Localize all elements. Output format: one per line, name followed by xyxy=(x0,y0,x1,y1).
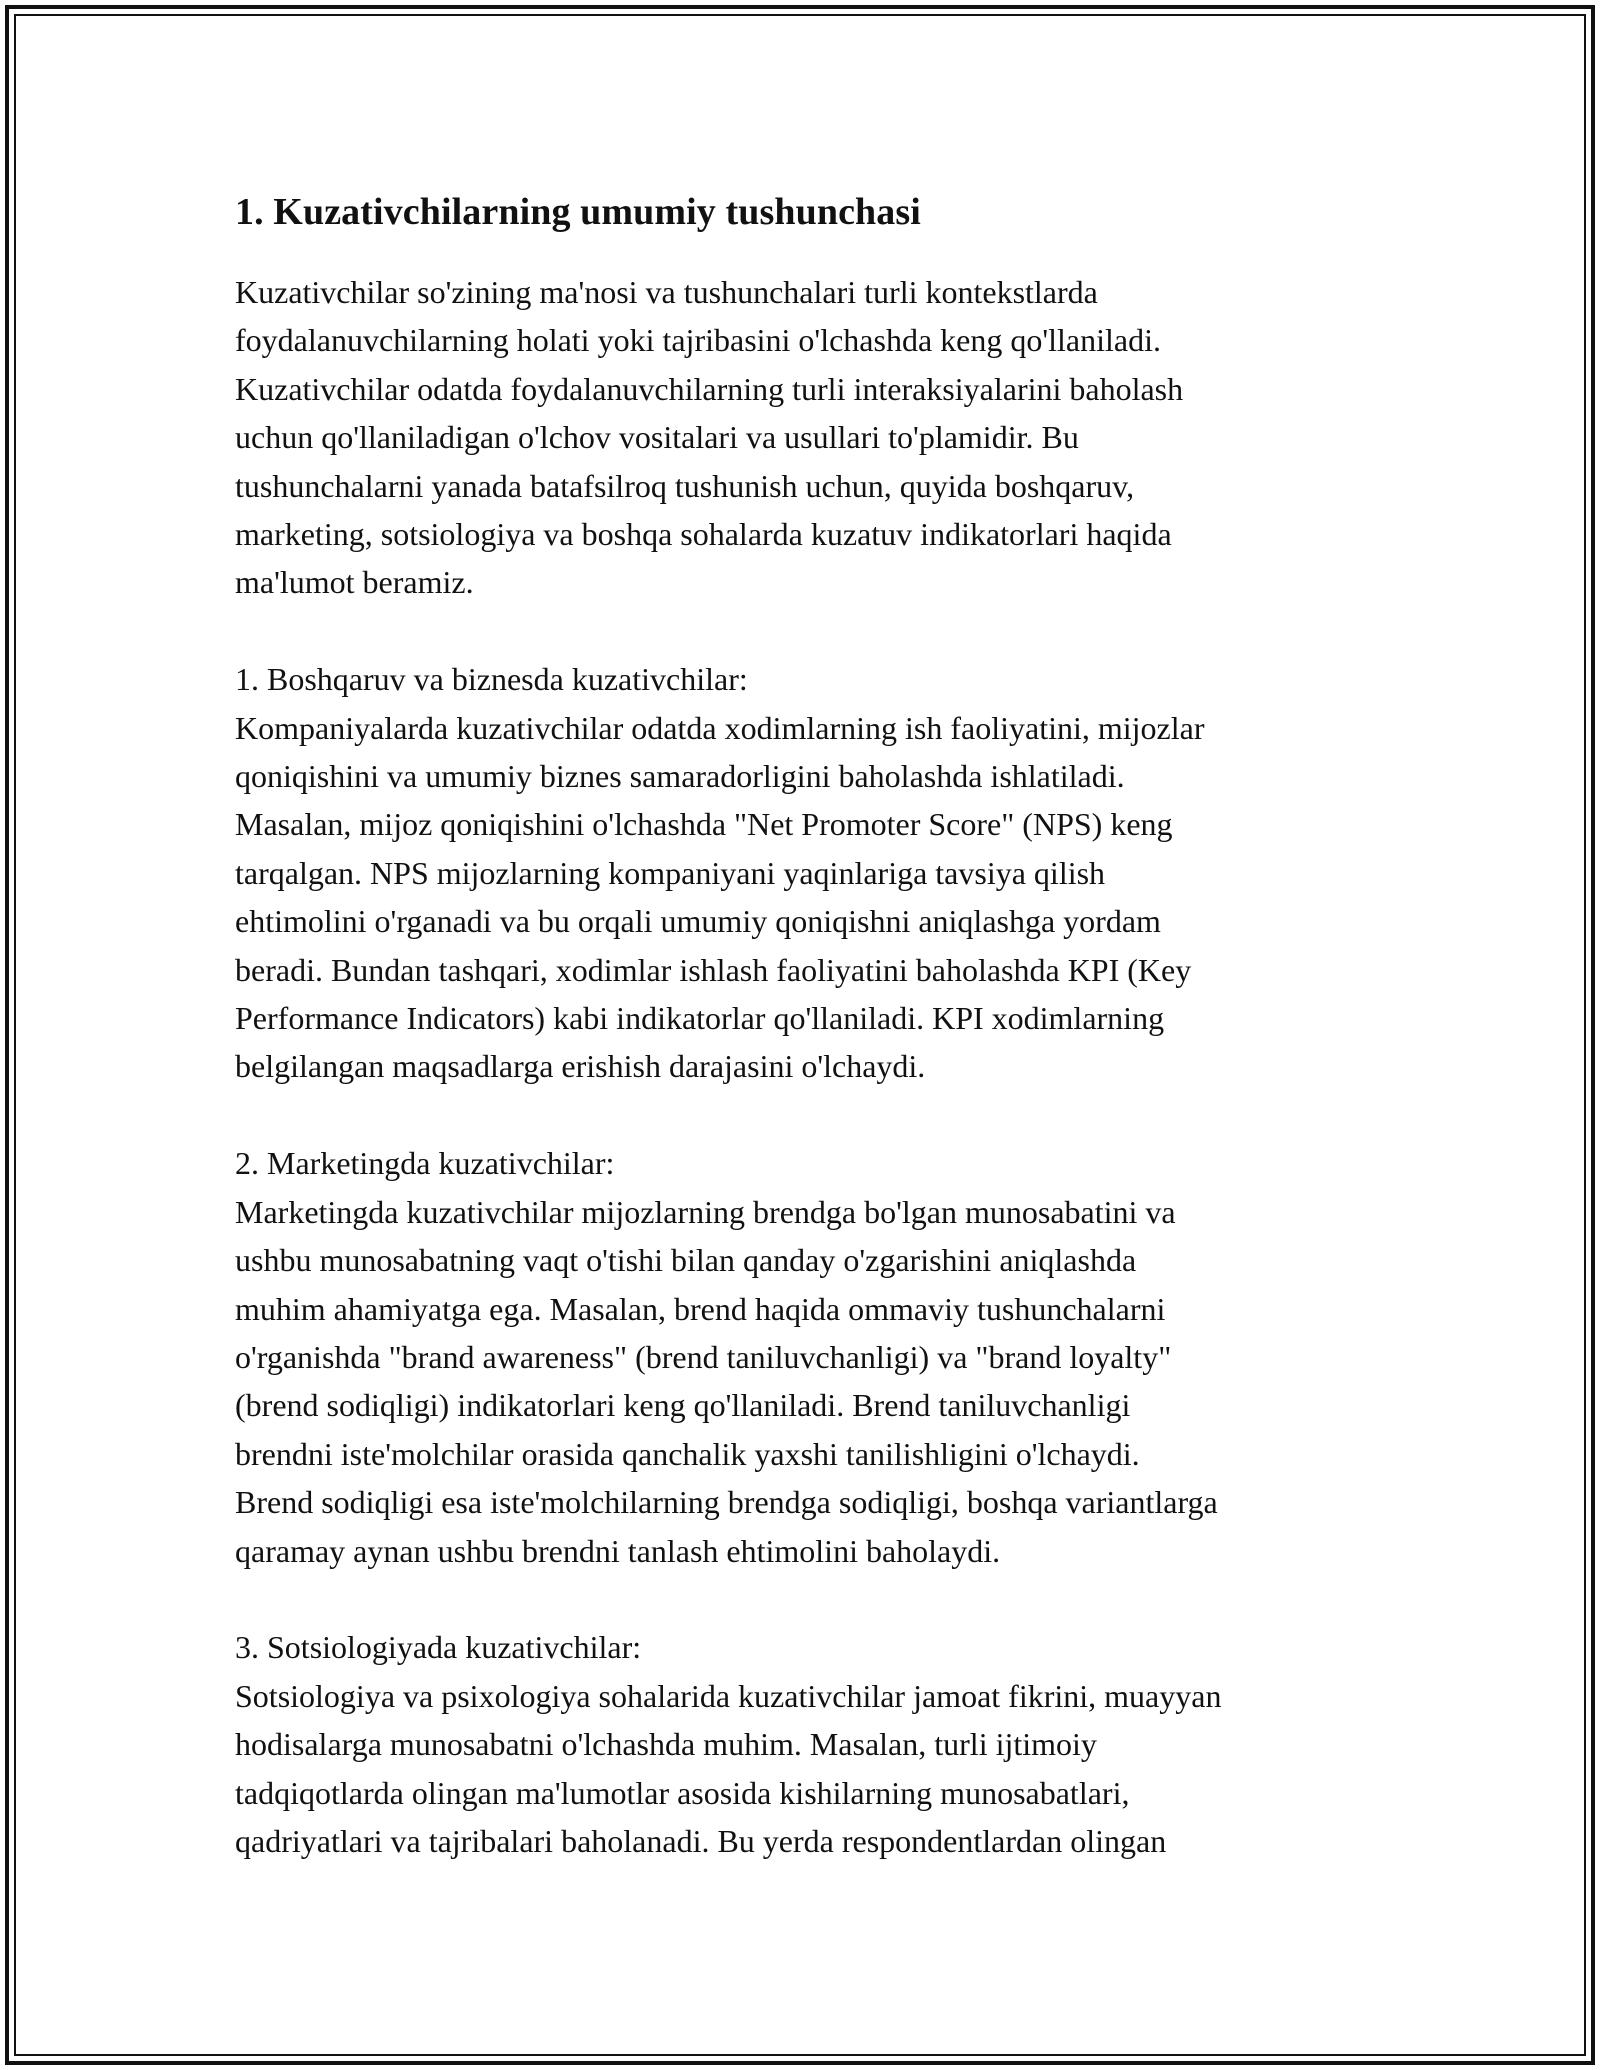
document-body xyxy=(235,188,1395,1865)
section-body-sociology: Sotsiologiya va psixologiya sohalarida kuzativchilar jamoat fikrini, muayyan hodisalarga munosabatni o'lchashda muhim. Masalan, turli ijtimoiy tadqiqotlarda olingan ma'lumotlar asosida kishilarning munosabatlari, qadriyatlari va tajribalari baholanadi. Bu yerda respondentlardan olingan xyxy=(235,1677,1222,1859)
section-heading-sociology: 3. Sotsiologiyada kuzativchilar: xyxy=(235,1629,642,1666)
paragraph-gap xyxy=(235,1091,1395,1139)
paragraph-gap xyxy=(235,607,1395,655)
paragraph-gap xyxy=(235,1575,1395,1623)
intro-paragraph: Kuzativchilar so'zining ma'nosi va tushunchalari turli kontekstlarda foydalanuvchilarning holati yoki tajribasini o'lchashda keng qo'llaniladi. Kuzativchilar odatda foydalanuvchilarning turli interaksiyalarini baholash uchun qo'llaniladigan o'lchov vositalari va usullari to'plamidir. Bu tushunchalarni yanada batafsilroq tushunish uchun, quyida boshqaruv, marketing, sotsiologiya va boshqa sohalarda kuzatuv indikatorlari haqida ma'lumot beramiz. xyxy=(235,274,1184,601)
section-body-marketing: Marketingda kuzativchilar mijozlarning brendga bo'lgan munosabatini va ushbu munosabatning vaqt o'tishi bilan qanday o'zgarishini aniqlashda muhim ahamiyatga ega. Masalan, brend haqida ommaviy tushunchalarni o'rganishda "brand awareness" (brend taniluvchanligi) va "brand loyalty" (brend sodiqligi) indikatorlari keng qo'llaniladi. Brend taniluvchanligi brendni iste'molchilar orasida qanchalik yaxshi tanilishligini o'lchaydi. Brend sodiqligi esa iste'molchilarning brendga sodiqligi, boshqa variantlarga qaramay aynan ushbu brendni tanlash ehtimolini baholaydi. xyxy=(235,1193,1218,1569)
section-heading-marketing: 2. Marketingda kuzativchilar: xyxy=(235,1145,615,1182)
section-body-management: Kompaniyalarda kuzativchilar odatda xodimlarning ish faoliyatini, mijozlar qoniqishini va umumiy biznes samaradorligini baholashda ishlatiladi. Masalan, mijoz qoniqishini o'lchashda "Net Promoter Score" (NPS) keng tarqalgan. NPS mijozlarning kompaniyani yaqinlariga tavsiya qilish ehtimolini o'rganadi va bu orqali umumiy qoniqishni aniqlashga yordam beradi. Bundan tashqari, xodimlar ishlash faoliyatini baholashda KPI (Key Performance Indicators) kabi indikatorlar qo'llaniladi. KPI xodimlarning belgilangan maqsadlarga erishish darajasini o'lchaydi. xyxy=(235,709,1205,1085)
section-heading-management: 1. Boshqaruv va biznesda kuzativchilar: xyxy=(235,661,748,698)
document-title: 1. Kuzativchilarning umumiy tushunchasi xyxy=(235,191,921,233)
